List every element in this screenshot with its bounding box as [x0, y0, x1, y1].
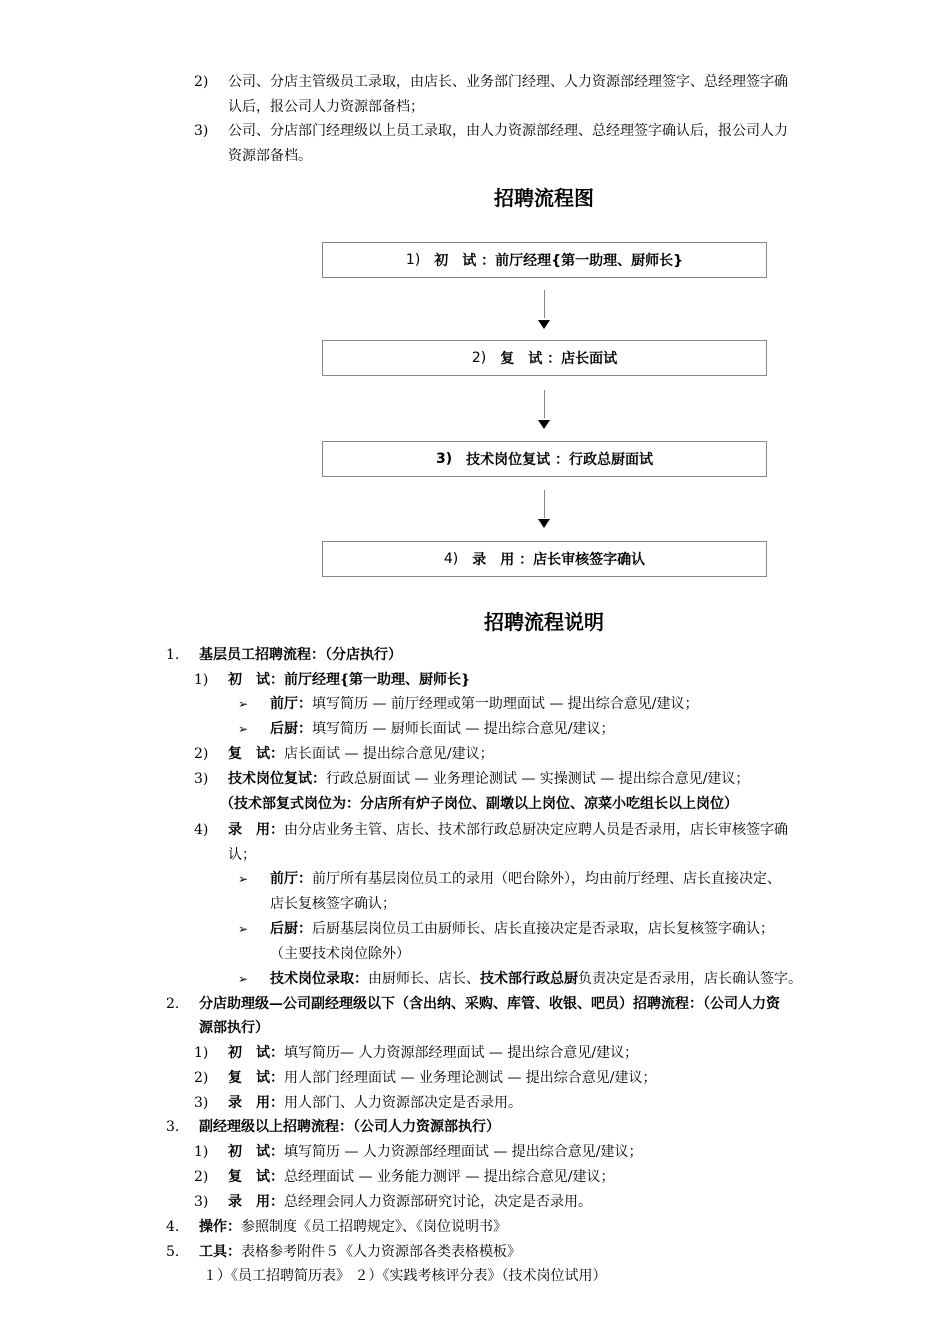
s1-i4-c-bold: 技术部行政总厨	[480, 971, 578, 987]
down-arrow-icon	[538, 320, 550, 329]
s2-i2	[228, 1068, 657, 1088]
s1-i4-c	[270, 969, 802, 989]
s3-i2	[228, 1167, 615, 1187]
s1-i1-b	[270, 719, 615, 739]
s1-i3-num: 3)	[194, 771, 209, 787]
s1-i4-b-text1: 后厨基层岗位员工由厨师长、店长直接决定是否录取，店长复核签字确认；	[312, 921, 774, 937]
s2-i3-label: 录 用：	[228, 1095, 284, 1111]
explanation-title: 招聘流程说明	[484, 610, 604, 634]
s3-title: 副经理级以上招聘流程：（公司人力资源部执行）	[199, 1119, 500, 1135]
flow-step-2	[322, 340, 767, 376]
s1-i1-num: 1)	[194, 672, 209, 688]
s1-i1-a-text: 填写简历 — 前厅经理或第一助理面试 — 提出综合意见/建议；	[312, 696, 699, 712]
s5-text: 表格参考附件５《人力资源部各类表格模板》	[241, 1244, 521, 1260]
s1-i1-label: 初 试：前厅经理{第一助理、厨师长}	[228, 672, 471, 688]
s5	[199, 1242, 521, 1262]
s1-i4-text2: 认；	[228, 847, 256, 863]
flow-step-3-text: 技术岗位复试 ：行政总厨面试	[466, 452, 653, 468]
arrowhead-bullet-icon: ➢	[238, 922, 249, 936]
arrowhead-bullet-icon: ➢	[238, 872, 249, 886]
s2-i1-num: 1)	[194, 1045, 209, 1061]
s1-i3-text: 行政总厨面试 — 业务理论测试 — 实操测试 — 提出综合意见/建议；	[326, 771, 750, 787]
s3-i2-text: 总经理面试 — 业务能力测评 — 提出综合意见/建议；	[284, 1169, 615, 1185]
s2-num: 2.	[166, 996, 180, 1012]
s4	[199, 1217, 507, 1237]
s1-i1-b-label: 后厨：	[270, 721, 312, 737]
s3-i1-text: 填写简历 — 人力资源部经理面试 — 提出综合意见/建议；	[284, 1144, 643, 1160]
s3-i3-text: 总经理会同人力资源部研究讨论，决定是否录用。	[284, 1194, 592, 1210]
flow-step-1-num: 1)	[405, 252, 421, 268]
s3-i2-num: 2)	[194, 1169, 209, 1185]
s3-i3	[228, 1192, 592, 1212]
s2-i3	[228, 1093, 522, 1113]
s1-i4-c-text1: 由厨师长、店长、	[368, 971, 480, 987]
s1-i4-text1: 由分店业务主管、店长、技术部行政总厨决定应聘人员是否录用，店长审核签字确	[284, 822, 788, 838]
s1-i2-num: 2)	[194, 746, 209, 762]
s3-i2-label: 复 试：	[228, 1169, 284, 1185]
s1-i4-c-text2: 负责决定是否录用，店长确认签字。	[578, 971, 802, 987]
s3-num: 3.	[166, 1119, 180, 1135]
arrowhead-bullet-icon: ➢	[238, 697, 249, 711]
s2-title1: 分店助理级—公司副经理级以下（含出纳、采购、库管、收银、吧员）招聘流程：（公司人力资	[199, 996, 780, 1012]
down-arrow-icon	[538, 519, 550, 528]
down-arrow-icon	[538, 420, 550, 429]
s3-i3-label: 录 用：	[228, 1194, 284, 1210]
s2-i1-text: 填写简历— 人力资源部经理面试 — 提出综合意见/建议；	[284, 1045, 639, 1061]
intro-item-2-line2: 认后，报公司人力资源部备档；	[228, 99, 424, 115]
s1-i4	[228, 820, 788, 840]
s3-i3-num: 3)	[194, 1194, 209, 1210]
s2-i2-label: 复 试：	[228, 1070, 284, 1086]
s1-i4-a-label: 前厅：	[270, 871, 312, 887]
flow-connector-2	[544, 390, 545, 418]
s4-label: 操作：	[199, 1219, 241, 1235]
s1-i4-a-text2: 店长复核签字确认；	[270, 896, 396, 912]
s5-sub: １）《员工招聘简历表》 ２）《实践考核评分表》（技术岗位试用）	[203, 1268, 607, 1284]
s3-i1-label: 初 试：	[228, 1144, 284, 1160]
s1-i2-text: 店长面试 — 提出综合意见/建议；	[284, 746, 494, 762]
s2-i2-num: 2)	[194, 1070, 209, 1086]
s1-i1-b-text: 填写简历 — 厨师长面试 — 提出综合意见/建议；	[312, 721, 615, 737]
arrowhead-bullet-icon: ➢	[238, 722, 249, 736]
s1-num: 1.	[166, 647, 180, 663]
arrowhead-bullet-icon: ➢	[238, 972, 249, 986]
intro-item-2-line1: 公司、分店主管级员工录取，由店长、业务部门经理、人力资源部经理签字、总经理签字确	[228, 74, 788, 90]
s1-i1-a-label: 前厅：	[270, 696, 312, 712]
s2-i1	[228, 1043, 638, 1063]
s1-i3-note: （技术部复式岗位为：分店所有炉子岗位、副墩以上岗位、凉菜小吃组长以上岗位）	[220, 796, 738, 812]
flow-step-3	[322, 441, 767, 477]
intro-item-3-line2: 资源部备档。	[228, 148, 312, 164]
flow-step-4-text: 录 用 ：店长审核签字确认	[472, 552, 646, 568]
s1-i3-label: 技术岗位复试：	[228, 771, 326, 787]
flow-step-4-num: 4)	[443, 551, 459, 567]
s5-num: 5.	[166, 1244, 180, 1260]
s1-i1-a	[270, 694, 699, 714]
s2-title2: 源部执行）	[199, 1020, 269, 1036]
intro-item-3-num: 3)	[194, 123, 209, 139]
s1-i4-a-text1: 前厅所有基层岗位员工的录用（吧台除外），均由前厅经理、店长直接决定、	[312, 871, 781, 887]
s5-label: 工具：	[199, 1244, 241, 1260]
s2-i3-text: 用人部门、人力资源部决定是否录用。	[284, 1095, 522, 1111]
s2-i3-num: 3)	[194, 1095, 209, 1111]
flow-connector-1	[544, 290, 545, 318]
s1-i4-b-text2: （主要技术岗位除外）	[270, 946, 410, 962]
s2-i1-label: 初 试：	[228, 1045, 284, 1061]
s2-i2-text: 用人部门经理面试 — 业务理论测试 — 提出综合意见/建议；	[284, 1070, 657, 1086]
s1-i3	[228, 769, 749, 789]
flow-step-3-num: 3)	[435, 451, 453, 467]
s1-i4-num: 4)	[194, 822, 209, 838]
flow-step-4	[322, 541, 767, 577]
intro-item-2-num: 2)	[194, 74, 209, 90]
s3-i1	[228, 1142, 643, 1162]
flow-step-2-num: 2)	[471, 350, 487, 366]
flowchart-title: 招聘流程图	[494, 186, 594, 210]
flow-step-1-text: 初 试 ：前厅经理{第一助理、厨师长}	[434, 253, 684, 269]
s1-i2	[228, 744, 494, 764]
flow-connector-3	[544, 490, 545, 518]
s1-i4-a	[270, 869, 781, 889]
s1-i4-label: 录 用：	[228, 822, 284, 838]
s1-i4-b-label: 后厨：	[270, 921, 312, 937]
intro-item-3-line1: 公司、分店部门经理级以上员工录取，由人力资源部经理、总经理签字确认后，报公司人力	[228, 123, 788, 139]
s4-text: 参照制度《员工招聘规定》、《岗位说明书》	[241, 1219, 507, 1235]
s4-num: 4.	[166, 1219, 180, 1235]
s1-title: 基层员工招聘流程：（分店执行）	[199, 647, 402, 663]
s1-i4-c-label: 技术岗位录取：	[270, 971, 368, 987]
flow-step-2-text: 复 试 ：店长面试	[500, 351, 618, 367]
flow-step-1	[322, 242, 767, 278]
s3-i1-num: 1)	[194, 1144, 209, 1160]
s1-i4-b	[270, 919, 774, 939]
s1-i2-label: 复 试：	[228, 746, 284, 762]
